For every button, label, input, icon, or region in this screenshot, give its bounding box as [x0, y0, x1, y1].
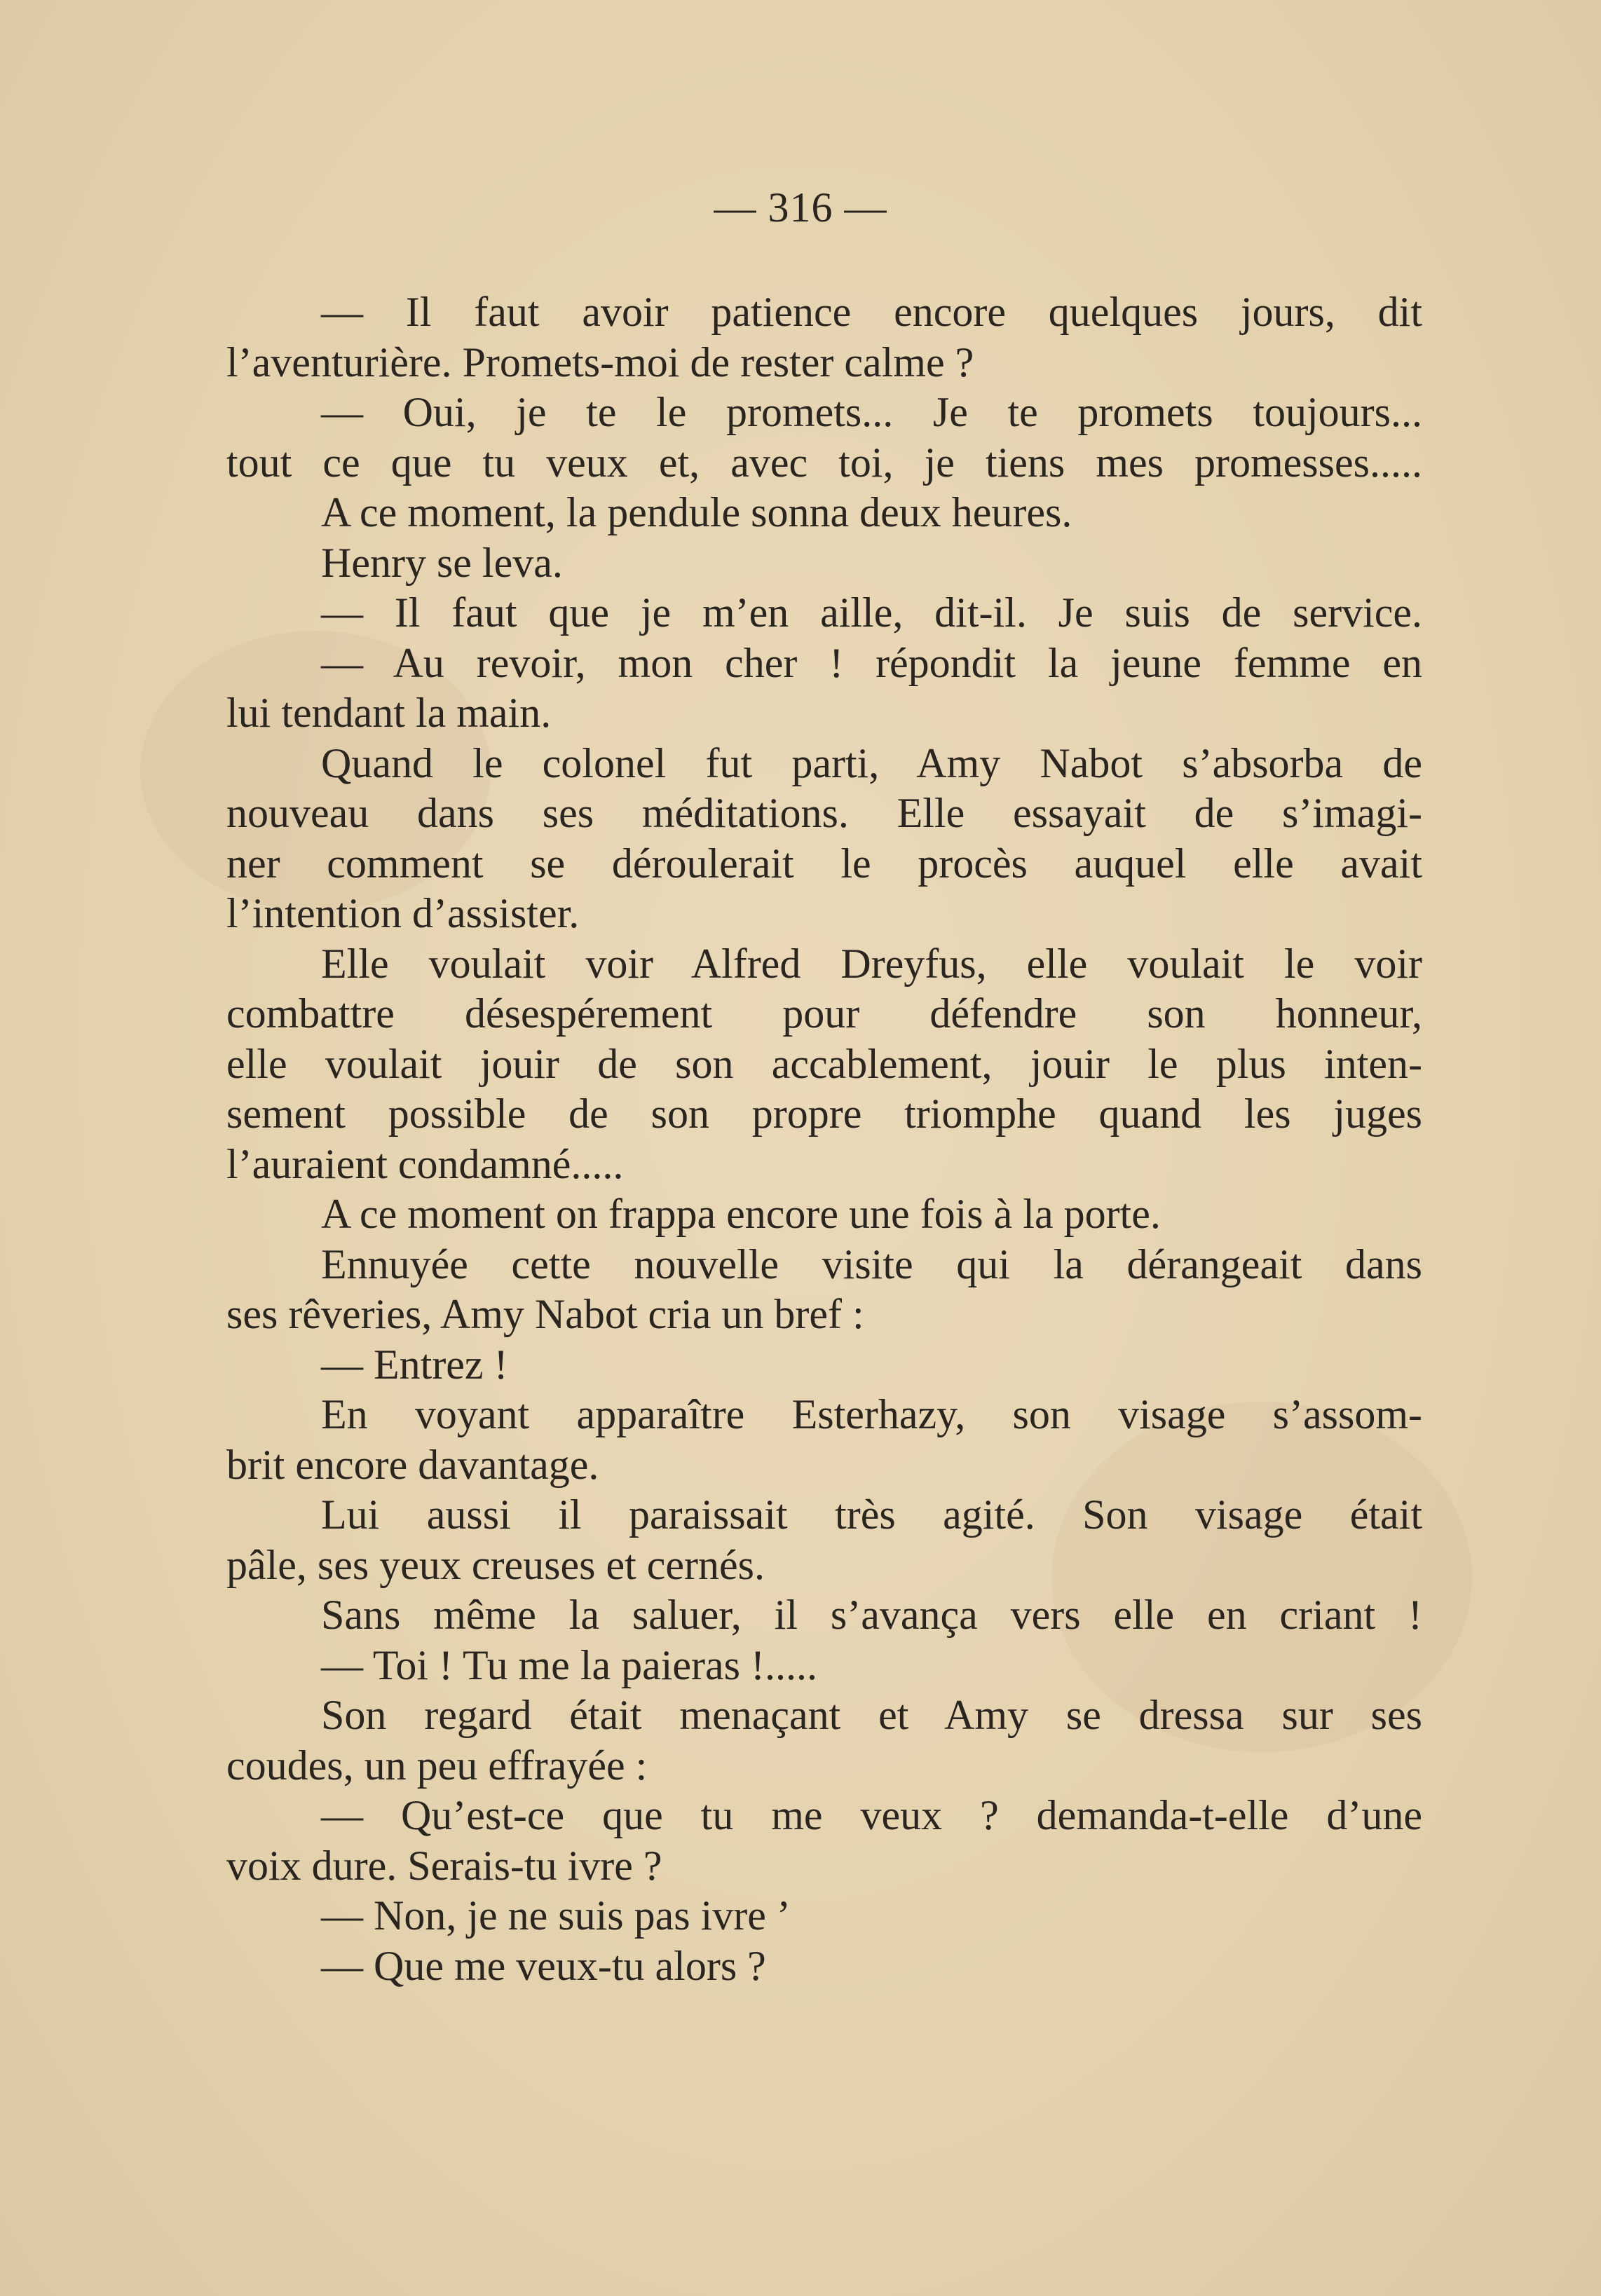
text-line: — Que me veux-tu alors ?	[321, 1942, 766, 1989]
text-line: Elle voulait voir Alfred Dreyfus, elle voulait le voir	[321, 940, 1422, 987]
text-line: l’auraient condamné.....	[226, 1140, 624, 1187]
text-line: ses rêveries, Amy Nabot cria un bref :	[226, 1291, 864, 1337]
text-line: A ce moment on frappa encore une fois à la porte.	[321, 1191, 1161, 1237]
text-line: Lui aussi il paraissait très agité. Son visage était	[321, 1491, 1422, 1538]
text-line: brit encore davantage.	[226, 1441, 599, 1488]
text-line: coudes, un peu effrayée :	[226, 1742, 648, 1789]
text-line: elle voulait jouir de son accablement, jouir le plus inten-	[226, 1040, 1422, 1087]
text-line: A ce moment, la pendule sonna deux heures.	[321, 489, 1072, 535]
text-line: voix dure. Serais-tu ivre ?	[226, 1842, 662, 1889]
text-line: l’intention d’assister.	[226, 890, 580, 936]
text-line: — Non, je ne suis pas ivre ’	[321, 1892, 791, 1939]
text-line: Ennuyée cette nouvelle visite qui la dérangeait dans	[321, 1241, 1422, 1287]
text-line: Sans même la saluer, il s’avança vers elle en criant !	[321, 1592, 1422, 1638]
text-line: — Entrez !	[321, 1341, 508, 1388]
text-line: Son regard était menaçant et Amy se dressa sur ses	[321, 1692, 1422, 1738]
text-line: combattre désespérement pour défendre son honneur,	[226, 990, 1422, 1037]
text-line: En voyant apparaître Esterhazy, son visage s’assom-	[321, 1391, 1422, 1437]
text-line: l’aventurière. Promets-moi de rester calme ?	[226, 339, 974, 385]
text-line: — Il faut que je m’en aille, dit-il. Je suis de service.	[321, 589, 1422, 636]
text-line: nouveau dans ses méditations. Elle essayait de s’imagi-	[226, 790, 1422, 836]
text-line: sement possible de son propre triomphe quand les juges	[226, 1091, 1422, 1137]
text-line: lui tendant la main.	[226, 690, 552, 736]
text-line: — Il faut avoir patience encore quelques jours, dit	[321, 289, 1422, 335]
text-line: — Toi ! Tu me la paieras !.....	[321, 1641, 817, 1688]
text-line: Quand le colonel fut parti, Amy Nabot s’absorba de	[321, 739, 1422, 786]
body-text	[226, 287, 1422, 1991]
text-line: — Oui, je te le promets... Je te promets toujours...	[321, 389, 1422, 435]
text-line: — Qu’est-ce que tu me veux ? demanda-t-elle d’une	[321, 1792, 1422, 1838]
text-line: tout ce que tu veux et, avec toi, je tiens mes promesses.....	[226, 439, 1422, 486]
text-line: Henry se leva.	[321, 539, 563, 586]
text-line: — Au revoir, mon cher ! répondit la jeune femme en	[321, 639, 1422, 686]
text-line: ner comment se déroulerait le procès auquel elle avait	[226, 840, 1422, 887]
page-number: — 316 —	[714, 184, 887, 231]
text-line: pâle, ses yeux creuses et cernés.	[226, 1541, 765, 1588]
